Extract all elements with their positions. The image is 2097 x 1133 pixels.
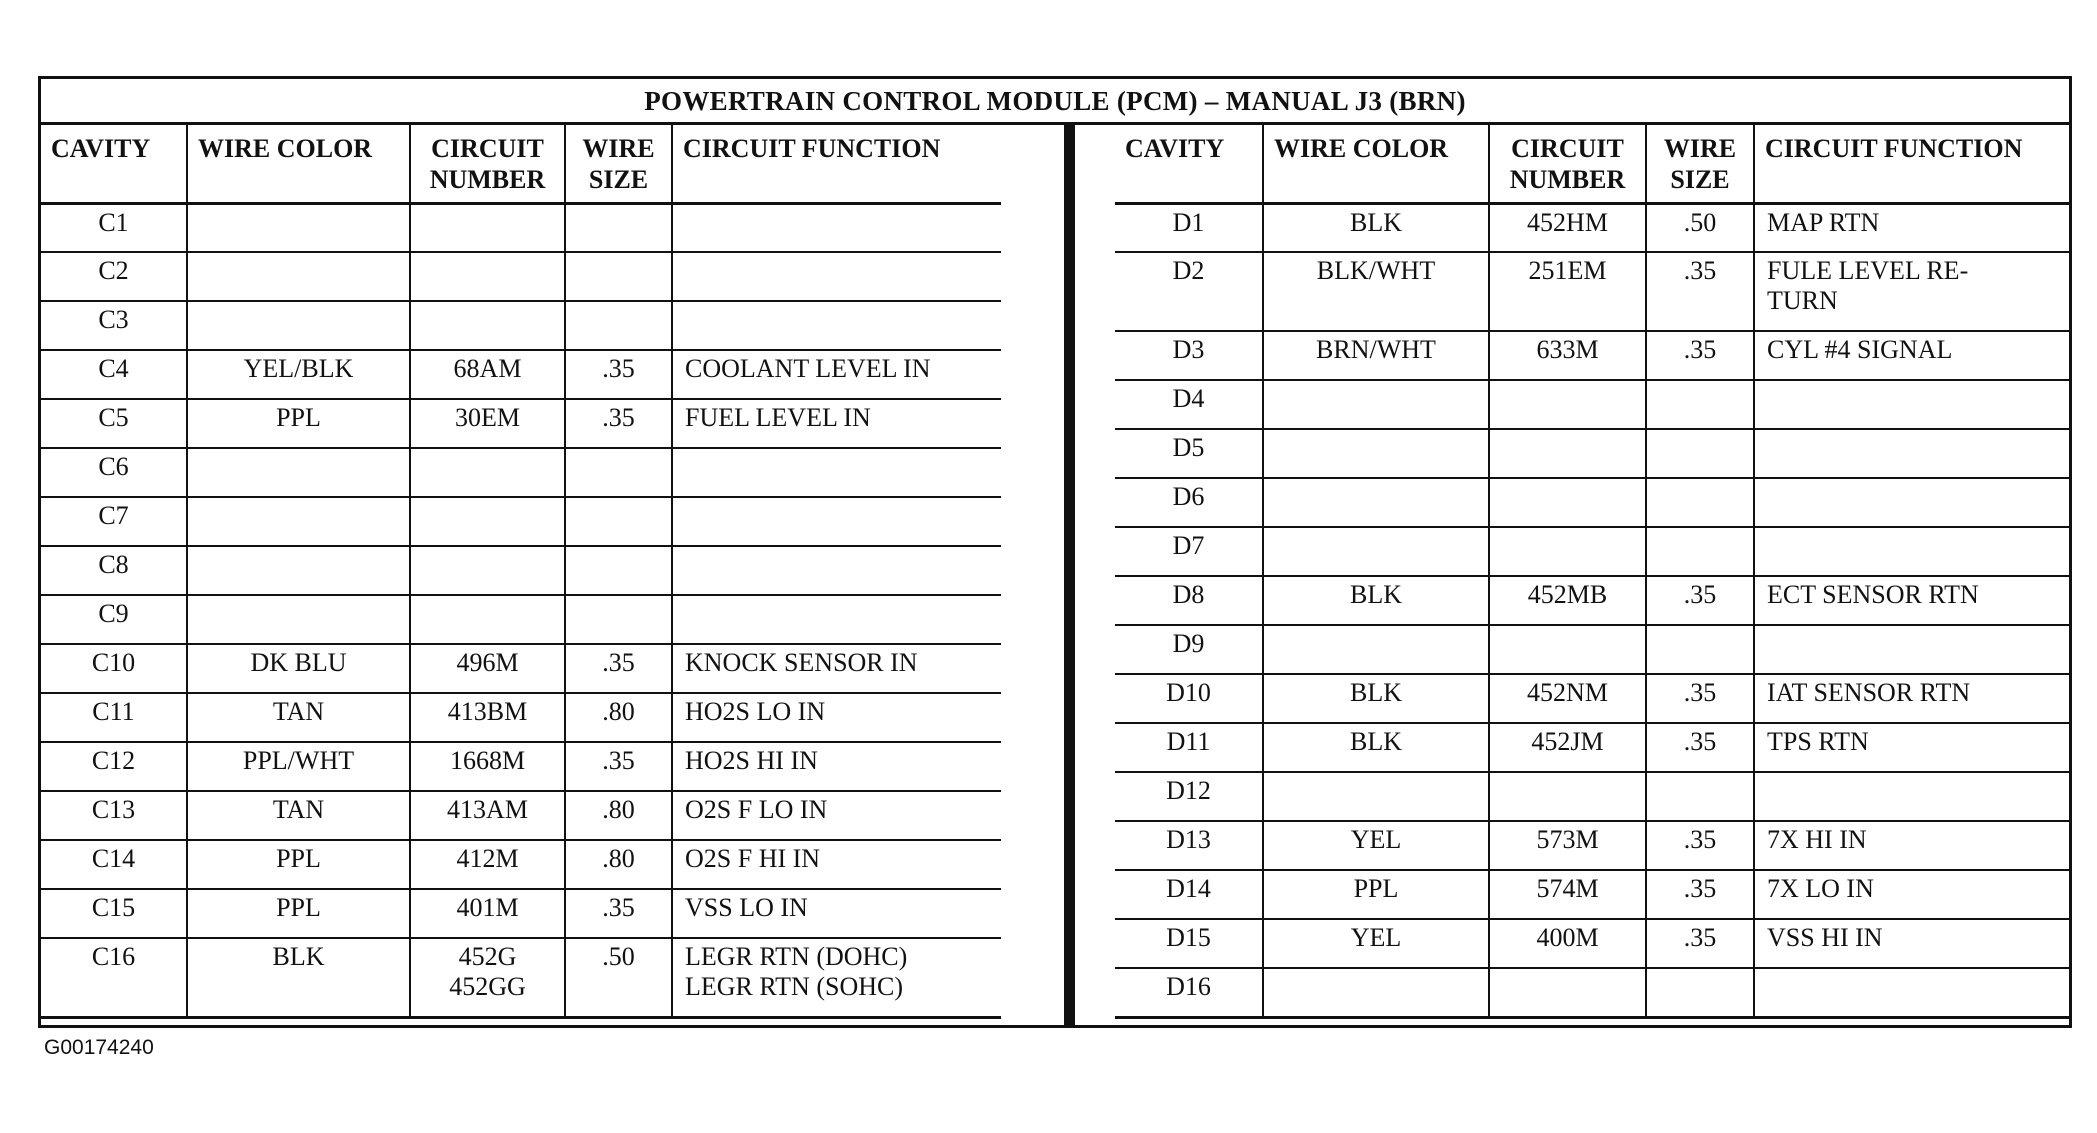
cavity-cell: D16 — [1115, 968, 1263, 1017]
wire-size-cell: .35 — [1646, 919, 1754, 968]
header-wire-size: WIRE SIZE — [1646, 125, 1754, 203]
wire-size-cell — [1646, 429, 1754, 478]
table-row — [41, 693, 1001, 742]
table-row — [41, 889, 1001, 938]
cavity-cell: C12 — [41, 742, 187, 791]
table-row — [41, 448, 1001, 497]
header-wire-color: WIRE COLOR — [187, 125, 410, 203]
table-row — [41, 399, 1001, 448]
wire-color-cell: YEL/BLK — [187, 350, 410, 399]
wire-color-cell: BLK — [1263, 723, 1489, 772]
header-cavity: CAVITY — [41, 125, 187, 203]
wire-size-cell: .35 — [1646, 252, 1754, 331]
circuit-function-cell: HO2S HI IN — [672, 742, 1001, 791]
circuit-function-cell — [1754, 429, 2069, 478]
circuit-number-cell: 573M — [1489, 821, 1646, 870]
wire-size-cell — [1646, 478, 1754, 527]
circuit-number-cell — [410, 301, 565, 350]
cavity-cell: D10 — [1115, 674, 1263, 723]
table-row — [41, 252, 1001, 301]
circuit-number-cell: 413AM — [410, 791, 565, 840]
circuit-function-cell: LEGR RTN (DOHC) LEGR RTN (SOHC) — [672, 938, 1001, 1017]
wire-color-cell — [1263, 968, 1489, 1017]
cavity-cell: C8 — [41, 546, 187, 595]
wire-color-cell — [187, 497, 410, 546]
wire-size-cell: .35 — [1646, 576, 1754, 625]
wire-size-cell — [565, 448, 672, 497]
wire-size-cell: .35 — [1646, 331, 1754, 380]
circuit-function-cell: O2S F HI IN — [672, 840, 1001, 889]
circuit-function-cell — [1754, 527, 2069, 576]
circuit-number-cell — [1489, 772, 1646, 821]
table-header-row — [1115, 125, 2069, 203]
d-cavity-rows — [1115, 203, 2069, 1017]
circuit-number-cell: 452NM — [1489, 674, 1646, 723]
table-row — [41, 938, 1001, 1017]
wire-color-cell: PPL — [187, 889, 410, 938]
table-row — [41, 595, 1001, 644]
circuit-function-cell: 7X HI IN — [1754, 821, 2069, 870]
wire-size-cell — [1646, 968, 1754, 1017]
header-wire-size: WIRE SIZE — [565, 125, 672, 203]
circuit-number-cell: 574M — [1489, 870, 1646, 919]
circuit-function-cell — [672, 448, 1001, 497]
circuit-number-cell: 412M — [410, 840, 565, 889]
cavity-cell: D14 — [1115, 870, 1263, 919]
wire-color-cell: PPL — [187, 399, 410, 448]
circuit-function-cell: IAT SENSOR RTN — [1754, 674, 2069, 723]
cavity-cell: D2 — [1115, 252, 1263, 331]
header-wire-color: WIRE COLOR — [1263, 125, 1489, 203]
cavity-cell: C9 — [41, 595, 187, 644]
circuit-number-cell: 496M — [410, 644, 565, 693]
cavity-cell: D12 — [1115, 772, 1263, 821]
header-circuit-function: CIRCUIT FUNCTION — [1754, 125, 2069, 203]
wire-color-cell — [187, 546, 410, 595]
circuit-function-cell: 7X LO IN — [1754, 870, 2069, 919]
circuit-function-cell: COOLANT LEVEL IN — [672, 350, 1001, 399]
wire-color-cell: PPL — [187, 840, 410, 889]
table-row — [1115, 968, 2069, 1017]
wire-size-cell — [565, 546, 672, 595]
wire-color-cell: TAN — [187, 693, 410, 742]
wire-color-cell — [1263, 380, 1489, 429]
cavity-cell: C14 — [41, 840, 187, 889]
wire-color-cell — [1263, 625, 1489, 674]
circuit-function-cell — [672, 252, 1001, 301]
connector-pinout-table — [38, 76, 2072, 1028]
wire-size-cell: .80 — [565, 791, 672, 840]
circuit-function-cell — [1754, 380, 2069, 429]
circuit-number-cell: 413BM — [410, 693, 565, 742]
cavity-cell: C10 — [41, 644, 187, 693]
circuit-number-cell — [1489, 380, 1646, 429]
wire-color-cell — [187, 301, 410, 350]
table-row — [1115, 723, 2069, 772]
circuit-function-cell — [672, 301, 1001, 350]
circuit-number-cell: 452JM — [1489, 723, 1646, 772]
circuit-number-cell — [1489, 478, 1646, 527]
header-circuit-function: CIRCUIT FUNCTION — [672, 125, 1001, 203]
circuit-number-cell — [1489, 625, 1646, 674]
circuit-number-cell: 251EM — [1489, 252, 1646, 331]
circuit-number-cell — [410, 497, 565, 546]
header-circuit-number: CIRCUIT NUMBER — [1489, 125, 1646, 203]
circuit-number-cell: 452HM — [1489, 203, 1646, 252]
cavity-cell: C11 — [41, 693, 187, 742]
table-divider — [1064, 125, 1075, 1025]
circuit-number-cell: 452MB — [1489, 576, 1646, 625]
cavity-cell: C2 — [41, 252, 187, 301]
table-row — [1115, 576, 2069, 625]
cavity-cell: D9 — [1115, 625, 1263, 674]
table-title: POWERTRAIN CONTROL MODULE (PCM) – MANUAL J3 (BRN) — [41, 79, 2069, 125]
wire-size-cell: .50 — [565, 938, 672, 1017]
table-row — [41, 791, 1001, 840]
wire-size-cell — [565, 301, 672, 350]
circuit-function-cell — [1754, 478, 2069, 527]
wire-size-cell: .35 — [565, 399, 672, 448]
wire-size-cell — [1646, 625, 1754, 674]
circuit-function-cell: FUEL LEVEL IN — [672, 399, 1001, 448]
circuit-function-cell: TPS RTN — [1754, 723, 2069, 772]
wire-size-cell: .35 — [565, 350, 672, 399]
wire-color-cell — [187, 448, 410, 497]
circuit-number-cell: 401M — [410, 889, 565, 938]
header-circuit-number: CIRCUIT NUMBER — [410, 125, 565, 203]
circuit-function-cell — [672, 546, 1001, 595]
cavity-cell: C16 — [41, 938, 187, 1017]
wire-size-cell — [1646, 527, 1754, 576]
c-cavity-table — [41, 125, 1001, 1019]
cavity-cell: C7 — [41, 497, 187, 546]
wire-color-cell: BLK — [1263, 576, 1489, 625]
wire-color-cell: YEL — [1263, 821, 1489, 870]
wire-color-cell — [1263, 772, 1489, 821]
wire-size-cell: .35 — [565, 889, 672, 938]
circuit-number-cell — [410, 203, 565, 252]
figure-id: G00174240 — [44, 1036, 154, 1059]
circuit-number-cell: 1668M — [410, 742, 565, 791]
circuit-number-cell — [1489, 429, 1646, 478]
wire-size-cell — [565, 497, 672, 546]
circuit-number-cell — [410, 546, 565, 595]
wire-color-cell — [1263, 429, 1489, 478]
circuit-number-cell: 400M — [1489, 919, 1646, 968]
wire-color-cell: DK BLU — [187, 644, 410, 693]
wire-size-cell: .80 — [565, 693, 672, 742]
circuit-function-cell — [672, 595, 1001, 644]
circuit-function-cell — [1754, 968, 2069, 1017]
cavity-cell: D13 — [1115, 821, 1263, 870]
circuit-function-cell: MAP RTN — [1754, 203, 2069, 252]
table-row — [1115, 252, 2069, 331]
wire-size-cell: .35 — [565, 644, 672, 693]
wire-color-cell — [187, 252, 410, 301]
c-cavity-rows — [41, 203, 1001, 1017]
wire-color-cell — [1263, 527, 1489, 576]
table-row — [41, 350, 1001, 399]
table-row — [1115, 674, 2069, 723]
table-row — [1115, 203, 2069, 252]
circuit-function-cell: ECT SENSOR RTN — [1754, 576, 2069, 625]
table-row — [41, 301, 1001, 350]
table-row — [41, 497, 1001, 546]
wire-size-cell: .35 — [1646, 870, 1754, 919]
wire-color-cell: BRN/WHT — [1263, 331, 1489, 380]
circuit-number-cell: 30EM — [410, 399, 565, 448]
cavity-cell: C4 — [41, 350, 187, 399]
wire-color-cell: BLK — [1263, 203, 1489, 252]
wire-size-cell: .35 — [565, 742, 672, 791]
table-row — [41, 644, 1001, 693]
table-row — [1115, 527, 2069, 576]
wire-size-cell — [565, 252, 672, 301]
wire-size-cell — [1646, 772, 1754, 821]
cavity-cell: C1 — [41, 203, 187, 252]
cavity-cell: D3 — [1115, 331, 1263, 380]
circuit-number-cell — [1489, 968, 1646, 1017]
wire-color-cell: PPL/WHT — [187, 742, 410, 791]
circuit-function-cell: O2S F LO IN — [672, 791, 1001, 840]
header-cavity: CAVITY — [1115, 125, 1263, 203]
table-row — [1115, 821, 2069, 870]
d-cavity-table — [1115, 125, 2069, 1019]
circuit-number-cell — [410, 448, 565, 497]
table-row — [41, 742, 1001, 791]
wire-color-cell — [1263, 478, 1489, 527]
wire-size-cell — [565, 203, 672, 252]
circuit-number-cell: 68AM — [410, 350, 565, 399]
cavity-cell: D7 — [1115, 527, 1263, 576]
cavity-cell: D15 — [1115, 919, 1263, 968]
d-cavity-table-section — [1115, 125, 2069, 1019]
cavity-cell: C6 — [41, 448, 187, 497]
circuit-function-cell — [672, 497, 1001, 546]
cavity-cell: D8 — [1115, 576, 1263, 625]
table-row — [41, 203, 1001, 252]
cavity-cell: C3 — [41, 301, 187, 350]
wire-size-cell: .50 — [1646, 203, 1754, 252]
table-row — [1115, 429, 2069, 478]
cavity-cell: C5 — [41, 399, 187, 448]
wire-size-cell: .35 — [1646, 723, 1754, 772]
wire-size-cell — [565, 595, 672, 644]
wire-color-cell: PPL — [1263, 870, 1489, 919]
circuit-function-cell: VSS HI IN — [1754, 919, 2069, 968]
cavity-cell: D11 — [1115, 723, 1263, 772]
cavity-cell: D6 — [1115, 478, 1263, 527]
cavity-cell: C13 — [41, 791, 187, 840]
circuit-function-cell: CYL #4 SIGNAL — [1754, 331, 2069, 380]
circuit-function-cell — [672, 203, 1001, 252]
table-row — [1115, 870, 2069, 919]
wire-size-cell: .80 — [565, 840, 672, 889]
circuit-number-cell — [410, 595, 565, 644]
wire-color-cell — [187, 203, 410, 252]
circuit-function-cell — [1754, 625, 2069, 674]
cavity-cell: C15 — [41, 889, 187, 938]
table-row — [1115, 331, 2069, 380]
wire-color-cell: BLK — [1263, 674, 1489, 723]
wire-size-cell: .35 — [1646, 821, 1754, 870]
circuit-number-cell — [410, 252, 565, 301]
c-cavity-table-section — [41, 125, 1001, 1019]
wire-color-cell — [187, 595, 410, 644]
table-row — [1115, 625, 2069, 674]
cavity-cell: D1 — [1115, 203, 1263, 252]
wire-size-cell: .35 — [1646, 674, 1754, 723]
wire-color-cell: BLK/WHT — [1263, 252, 1489, 331]
circuit-function-cell: FULE LEVEL RE- TURN — [1754, 252, 2069, 331]
table-row — [41, 840, 1001, 889]
wire-color-cell: BLK — [187, 938, 410, 1017]
table-row — [1115, 380, 2069, 429]
wire-color-cell: TAN — [187, 791, 410, 840]
cavity-cell: D5 — [1115, 429, 1263, 478]
circuit-function-cell: VSS LO IN — [672, 889, 1001, 938]
circuit-function-cell: KNOCK SENSOR IN — [672, 644, 1001, 693]
wire-size-cell — [1646, 380, 1754, 429]
table-header-row — [41, 125, 1001, 203]
table-row — [1115, 919, 2069, 968]
circuit-number-cell: 452G 452GG — [410, 938, 565, 1017]
circuit-number-cell: 633M — [1489, 331, 1646, 380]
wire-color-cell: YEL — [1263, 919, 1489, 968]
circuit-function-cell: HO2S LO IN — [672, 693, 1001, 742]
cavity-cell: D4 — [1115, 380, 1263, 429]
table-row — [41, 546, 1001, 595]
circuit-function-cell — [1754, 772, 2069, 821]
table-row — [1115, 478, 2069, 527]
table-row — [1115, 772, 2069, 821]
circuit-number-cell — [1489, 527, 1646, 576]
